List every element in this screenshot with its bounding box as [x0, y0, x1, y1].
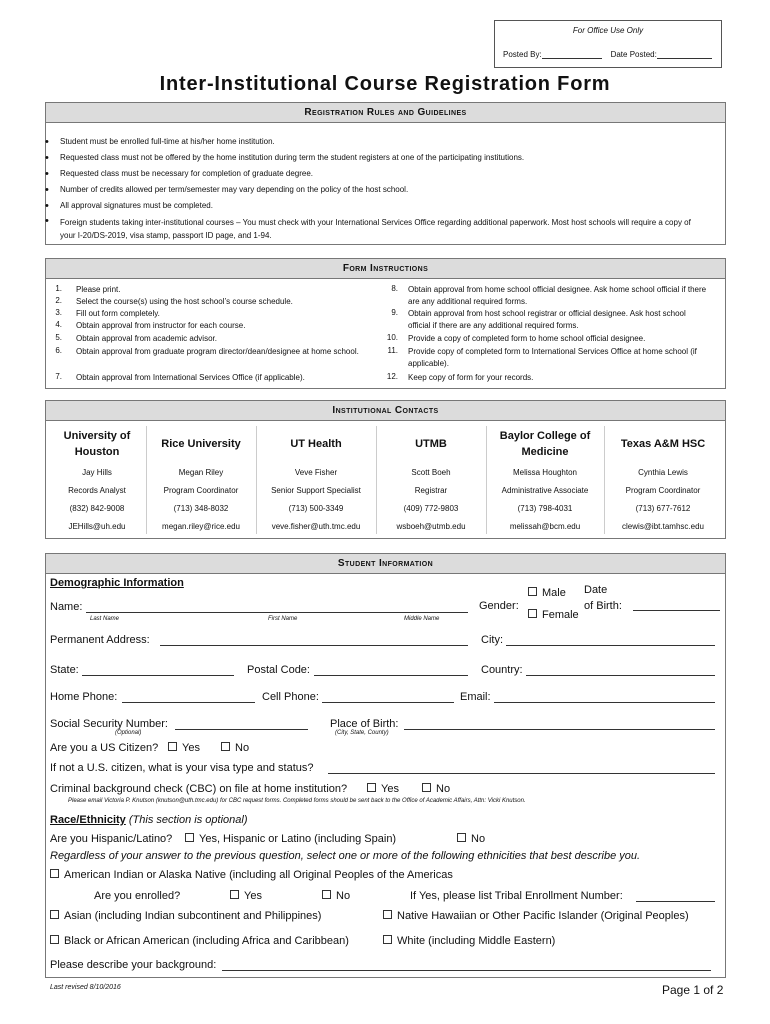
contact-phone: (713) 677-7612 [635, 504, 691, 513]
contact-phone: (409) 772-9803 [403, 504, 459, 513]
email-label: Email: [460, 691, 491, 703]
instruction-item: Fill out form completely. [76, 309, 160, 318]
contact-email[interactable]: JEHills@uh.edu [68, 522, 126, 531]
black-label: Black or African American (including Africa and Caribbean) [64, 935, 349, 947]
instruction-item: Obtain approval from International Services Office (if applicable). [76, 373, 305, 382]
us-citizen-no-checkbox[interactable] [221, 742, 230, 751]
instruction-item: Obtain approval from graduate program director/dean/designee at home school. [76, 347, 359, 356]
office-use-title: For Office Use Only [572, 26, 644, 35]
page-number: Page 1 of 2 [662, 983, 724, 997]
cbc-no-checkbox[interactable] [422, 783, 431, 792]
enrolled-question: Are you enrolled? [94, 890, 181, 902]
contact-phone: (713) 500-3349 [288, 504, 344, 513]
hispanic-no-option[interactable] [457, 833, 485, 845]
gender-female-option[interactable] [528, 609, 579, 621]
permanent-address-label: Permanent Address: [50, 634, 150, 646]
contact-column [47, 424, 147, 536]
school-name: Texas A&M HSC [620, 438, 706, 450]
yes-label: Yes [381, 783, 399, 795]
female-checkbox[interactable] [528, 609, 537, 618]
instruction-number: 3. [55, 308, 62, 317]
place-of-birth-field[interactable] [404, 729, 715, 730]
middle-name-hint: Middle Name [404, 616, 440, 622]
rules-heading: Registration Rules and Guidelines [46, 103, 725, 123]
enrolled-no-checkbox[interactable] [322, 890, 331, 899]
visa-question: If not a U.S. citizen, what is your visa type and status? [50, 762, 314, 774]
contact-title: Program Coordinator [625, 486, 701, 495]
contact-title: Administrative Associate [501, 486, 589, 495]
enrolled-no-option[interactable] [322, 890, 350, 902]
date-posted-field[interactable] [657, 58, 712, 59]
name-label: Name: [50, 601, 83, 613]
instruction-number: 9. [391, 308, 398, 317]
contact-title: Records Analyst [68, 486, 126, 495]
contact-column [376, 424, 486, 536]
hawaiian-label: Native Hawaiian or Other Pacific Islander (Original Peoples) [397, 910, 689, 922]
rule-item: • Number of credits allowed per term/semester may vary depending on the policy of the host school. [60, 185, 408, 194]
form-title: Inter-Institutional Course Registration Form [159, 73, 611, 95]
instruction-number: 10. [386, 333, 398, 342]
instruction-number: 7. [55, 372, 62, 381]
enrolled-yes-option[interactable] [230, 890, 262, 902]
male-label: Male [542, 587, 566, 599]
instruction-number: 1. [55, 284, 62, 293]
black-checkbox[interactable] [50, 935, 59, 944]
us-citizen-no-option[interactable] [221, 742, 249, 754]
dob-label-line2: of Birth: [584, 600, 622, 612]
white-checkbox[interactable] [383, 935, 392, 944]
instruction-item: Please print. [76, 285, 121, 294]
no-label: No [336, 890, 351, 902]
school-name: UTMB [415, 438, 447, 450]
rule-item: • Student must be enrolled full-time at his/her home institution. [60, 137, 275, 146]
yes-label: Yes [244, 890, 262, 902]
race-heading-line [50, 814, 247, 826]
hispanic-no-checkbox[interactable] [457, 833, 466, 842]
no-label: No [436, 783, 451, 795]
cbc-no-option[interactable] [422, 783, 450, 795]
instruction-item: Obtain approval from home school official designee. Ask home school official if there are any additional required forms. [408, 285, 707, 306]
instruction-item: Obtain approval from instructor for each course. [76, 321, 246, 330]
instruction-number: 11. [387, 346, 398, 355]
rule-item: • Requested class must be necessary for completion of graduate degree. [60, 169, 313, 178]
posted-by-field[interactable] [542, 58, 602, 59]
us-citizen-yes-checkbox[interactable] [168, 742, 177, 751]
city-label: City: [481, 634, 503, 646]
white-option[interactable] [383, 935, 555, 947]
asian-checkbox[interactable] [50, 910, 59, 919]
yes-label: Yes [182, 742, 200, 754]
cbc-note: Please email Victoria P. Knutson (knutson@uth.tmc.edu) for CBC request forms. Completed forms should be sent back to the Office of Academic Affairs, Attn: Vicki Knutson. [68, 798, 526, 804]
instruction-number: 5. [55, 333, 62, 342]
home-phone-field[interactable] [122, 702, 255, 703]
hispanic-yes-option[interactable] [185, 833, 396, 845]
contact-email[interactable]: clewis@ibt.tamhsc.edu [622, 522, 704, 531]
instruction-number: 2. [55, 296, 62, 305]
contact-name: Scott Boeh [411, 468, 451, 477]
instruction-item: Select the course(s) using the host school’s course schedule. [76, 297, 293, 306]
postal-code-field[interactable] [314, 675, 468, 676]
white-label: White (including Middle Eastern) [397, 935, 556, 947]
contact-title: Registrar [414, 486, 448, 495]
instruction-number: 12. [386, 372, 398, 381]
state-label: State: [50, 664, 79, 676]
cbc-question: Criminal background check (CBC) on file at home institution? [50, 783, 348, 795]
contact-name: Megan Riley [178, 468, 224, 477]
student-heading: Student Information [46, 554, 725, 574]
last-name-hint: Last Name [90, 616, 120, 622]
country-field[interactable] [526, 675, 715, 676]
instruction-item: Keep copy of form for your records. [408, 373, 534, 382]
email-field[interactable] [494, 702, 715, 703]
country-label: Country: [481, 664, 523, 676]
visa-field[interactable] [328, 773, 715, 774]
place-of-birth-hint: (City, State, County) [335, 730, 389, 736]
postal-code-label: Postal Code: [247, 664, 310, 676]
revision-date: Last revised 8/10/2016 [50, 984, 121, 991]
female-label: Female [542, 609, 579, 621]
contact-column [256, 424, 376, 536]
american-indian-checkbox[interactable] [50, 869, 59, 878]
place-of-birth-label: Place of Birth: [330, 718, 399, 730]
hispanic-yes-label: Yes, Hispanic or Latino (including Spain) [199, 833, 397, 845]
cbc-yes-checkbox[interactable] [367, 783, 376, 792]
contact-title: Program Coordinator [163, 486, 239, 495]
american-indian-option[interactable] [50, 869, 453, 881]
posted-by-label: Posted By: [503, 50, 542, 59]
rule-item: • All approval signatures must be completed. [60, 201, 213, 210]
ssn-optional-hint: (Optional) [115, 730, 142, 736]
contact-phone: (713) 798-4031 [517, 504, 573, 513]
ssn-field[interactable] [175, 729, 308, 730]
school-name: University of Houston [63, 430, 131, 458]
hispanic-yes-checkbox[interactable] [185, 833, 194, 842]
instruction-number: 4. [55, 320, 62, 329]
contact-name: Melissa Houghton [512, 468, 578, 477]
race-heading: Race/Ethnicity [50, 814, 126, 826]
gender-label: Gender: [479, 600, 519, 612]
instruction-item: Provide a copy of completed form to home school official designee. [408, 334, 646, 343]
first-name-hint: First Name [268, 616, 298, 622]
contact-title: Senior Support Specialist [271, 486, 361, 495]
no-label: No [235, 742, 250, 754]
asian-label: Asian (including Indian subcontinent and Philippines) [64, 910, 322, 922]
instruction-number: 6. [55, 346, 62, 355]
us-citizen-yes-option[interactable] [168, 742, 200, 754]
dob-label-line1: Date [584, 584, 608, 596]
contact-email[interactable]: melissah@bcm.edu [509, 522, 581, 531]
city-field[interactable] [506, 645, 715, 646]
enrolled-yes-checkbox[interactable] [230, 890, 239, 899]
tribal-number-field[interactable] [636, 901, 715, 902]
instruction-item: Obtain approval from host school registrar or official designee. Ask host school official if there are any additional required forms. [408, 309, 686, 330]
gender-male-option[interactable] [528, 587, 566, 599]
contact-column [146, 424, 256, 536]
contact-email[interactable]: megan.riley@rice.edu [162, 522, 240, 531]
school-name: Baylor College of Medicine [499, 430, 591, 458]
contact-column [604, 424, 722, 536]
regardless-note: Regardless of your answer to the previous question, select one or more of the following ethnicities that best describe you. [50, 850, 641, 862]
american-indian-label: American Indian or Alaska Native (including all Original Peoples of the Americas [64, 869, 453, 881]
ssn-label: Social Security Number: [50, 718, 168, 730]
dob-field[interactable] [633, 610, 720, 611]
hispanic-question: Are you Hispanic/Latino? [50, 833, 173, 845]
cell-phone-label: Cell Phone: [262, 691, 319, 703]
contact-name: Cynthia Lewis [638, 468, 688, 477]
office-use-box [494, 20, 722, 68]
hawaiian-option[interactable] [383, 910, 689, 922]
contact-phone: (832) 842-9008 [69, 504, 125, 513]
school-name: UT Health [290, 438, 342, 450]
state-field[interactable] [82, 675, 234, 676]
contact-email[interactable]: veve.fisher@uth.tmc.edu [271, 522, 361, 531]
contacts-heading: Institutional Contacts [46, 401, 725, 421]
home-phone-label: Home Phone: [50, 691, 118, 703]
us-citizen-question: Are you a US Citizen? [50, 742, 159, 754]
demographic-heading: Demographic Information [50, 577, 184, 589]
cbc-yes-option[interactable] [367, 783, 399, 795]
contact-name: Jay Hills [82, 468, 112, 477]
hawaiian-checkbox[interactable] [383, 910, 392, 919]
background-label: Please describe your background: [50, 959, 217, 971]
instructions-heading: Form Instructions [46, 259, 725, 279]
male-checkbox[interactable] [528, 587, 537, 596]
rule-item: • Requested class must not be offered by the home institution during term the student registers at one of the participating institutions. [60, 153, 524, 162]
race-optional-note: (This section is optional) [128, 814, 248, 826]
permanent-address-field[interactable] [160, 645, 468, 646]
instruction-number: 8. [391, 284, 398, 293]
date-posted-label: Date Posted: [610, 50, 657, 59]
black-option[interactable] [50, 935, 349, 947]
name-field[interactable] [86, 612, 468, 613]
contact-phone: (713) 348-8032 [173, 504, 229, 513]
contact-email[interactable]: wsboeh@utmb.edu [396, 522, 466, 531]
tribal-label: If Yes, please list Tribal Enrollment Number: [410, 890, 623, 902]
rule-item: • Foreign students taking inter-institutional courses – You must check with your International Services Office regarding additional paperwork. Most host schools will require a copy of your I-20/DS-2019, visa stamp, passport ID page, and 1-94. [60, 216, 700, 242]
contact-column [486, 424, 604, 536]
cell-phone-field[interactable] [322, 702, 454, 703]
asian-option[interactable] [50, 910, 321, 922]
contact-name: Veve Fisher [294, 468, 338, 477]
school-name: Rice University [161, 438, 241, 450]
instruction-item: Provide copy of completed form to International Services Office at home school (if applicable). [408, 347, 697, 368]
background-field[interactable] [222, 970, 711, 971]
no-label: No [471, 833, 486, 845]
instruction-item: Obtain approval from academic advisor. [76, 334, 217, 343]
